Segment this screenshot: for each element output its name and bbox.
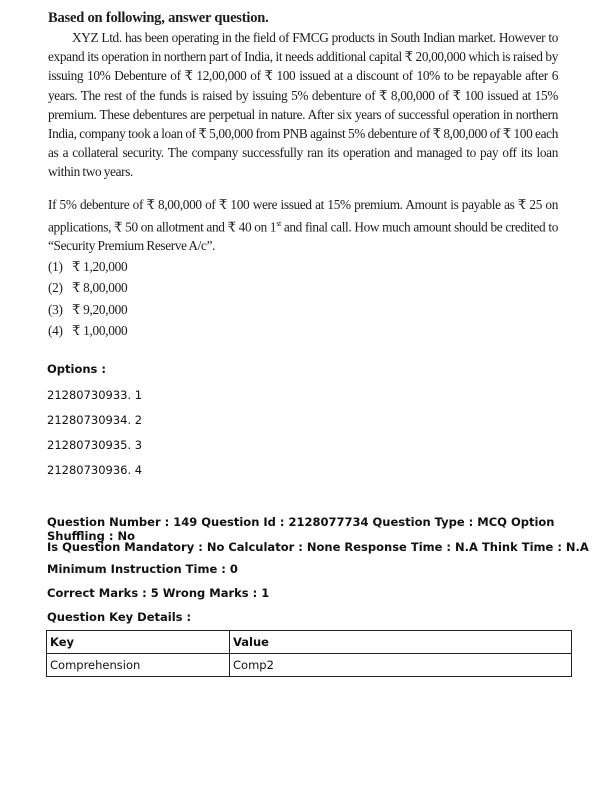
question-text-start: If 5% debenture of ₹ 8,00,000 of ₹ 100 were issued at 15% premium. Amount is payable as ₹ 25 on applications, ₹ 50 on allotment and ₹ 40 on 1 bbox=[48, 196, 558, 235]
option-item-3: 21280730935. 3 bbox=[47, 438, 143, 452]
marks-line: Correct Marks : 5 Wrong Marks : 1 bbox=[47, 586, 270, 600]
header-value: Value bbox=[230, 631, 572, 654]
row-key: Comprehension bbox=[47, 654, 230, 677]
question-text bbox=[48, 195, 558, 256]
choice-number: (3) bbox=[48, 301, 63, 317]
question-image bbox=[48, 10, 558, 342]
choice-3 bbox=[48, 299, 558, 321]
header-key: Key bbox=[47, 631, 230, 654]
question-meta-line-1: Question Number : 149 Question Id : 2128077734 Question Type : MCQ Option Shuffling : No bbox=[47, 515, 555, 543]
choice-text: ₹ 1,20,000 bbox=[72, 258, 128, 274]
option-item-1: 21280730933. 1 bbox=[47, 388, 143, 402]
passage-heading: Based on following, answer question. bbox=[48, 10, 269, 26]
question-meta-line-3: Minimum Instruction Time : 0 bbox=[47, 562, 238, 576]
options-label: Options : bbox=[47, 362, 106, 376]
choice-number: (4) bbox=[48, 323, 63, 339]
choice-text: ₹ 9,20,000 bbox=[72, 301, 128, 317]
question-text-end: and final call. How much amount should be credited to “Security Premium Reserve A/c”. bbox=[48, 219, 558, 254]
row-value: Comp2 bbox=[230, 654, 572, 677]
option-item-4: 21280730936. 4 bbox=[47, 463, 143, 477]
choice-text: ₹ 8,00,000 bbox=[72, 280, 128, 296]
question-meta-line-2: Is Question Mandatory : No Calculator : None Response Time : N.A Think Time : N.A bbox=[47, 540, 589, 554]
question-superscript: st bbox=[276, 218, 281, 228]
choice-4 bbox=[48, 320, 558, 342]
choice-2 bbox=[48, 277, 558, 299]
table-header-row bbox=[47, 631, 572, 654]
option-item-2: 21280730934. 2 bbox=[47, 413, 143, 427]
key-details-table bbox=[46, 630, 572, 677]
key-details-label: Question Key Details : bbox=[47, 610, 192, 624]
choice-1 bbox=[48, 256, 558, 278]
choice-text: ₹ 1,00,000 bbox=[72, 323, 128, 339]
choice-number: (1) bbox=[48, 258, 63, 274]
passage-text: XYZ Ltd. has been operating in the field of FMCG products in South Indian market. However to expand its operation in northern part of India, it needs additional capital ₹ 20,00,000 which is raised by issuing 10% Debenture of ₹ 12,00,000 of ₹ 100 issued at a discount of 10% to be repayable after 6 years. The rest of the funds is raised by issuing 5% debenture of ₹ 8,00,000 of ₹ 100 issued at 15% premium. These debentures are perpetual in nature. After six years of successful operation in northern India, company took a loan of ₹ 5,00,000 from PNB against 5% debenture of ₹ 8,00,000 of ₹ 100 each as a collateral security. The company successfully ran its operation and managed to pay off its loan within two years. bbox=[48, 30, 558, 180]
table-row bbox=[47, 654, 572, 677]
choice-number: (2) bbox=[48, 280, 63, 296]
